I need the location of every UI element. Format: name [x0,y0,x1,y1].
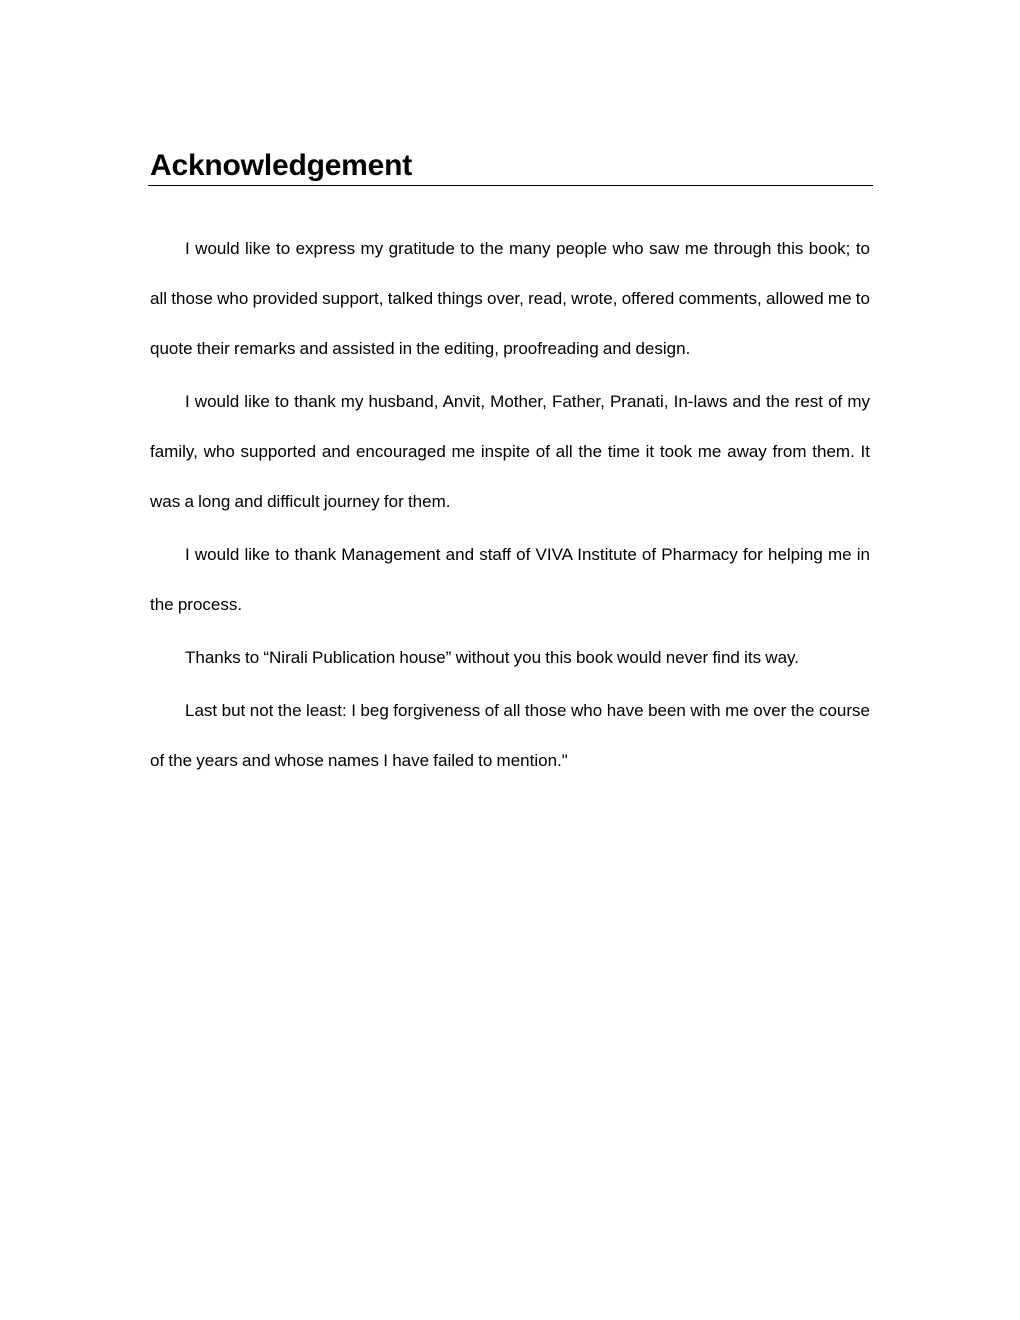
paragraph-gratitude: I would like to express my gratitude to the many people who saw me through this book; to all those who provided support, talked things over, read, wrote, offered comments, allowed me to quote their remarks and assisted in the editing, proofreading and design. [150,239,870,358]
paragraph-family: I would like to thank my husband, Anvit, Mother, Father, Pranati, In-laws and the rest of my family, who supported and encouraged me inspite of all the time it took me away from them. It was a long and difficult journey for them. [150,392,870,511]
page-title: Acknowledgement [150,149,413,182]
paragraph-publisher: Thanks to “Nirali Publication house” without you this book would never find its way. [185,648,799,667]
paragraph-institute: I would like to thank Management and staff of VIVA Institute of Pharmacy for helping me in the process. [150,545,870,614]
document-body [150,224,870,789]
heading-block [148,148,873,186]
paragraph-closing: Last but not the least: I beg forgiveness of all those who have been with me over the course of the years and whose names I have failed to mention." [150,701,870,770]
